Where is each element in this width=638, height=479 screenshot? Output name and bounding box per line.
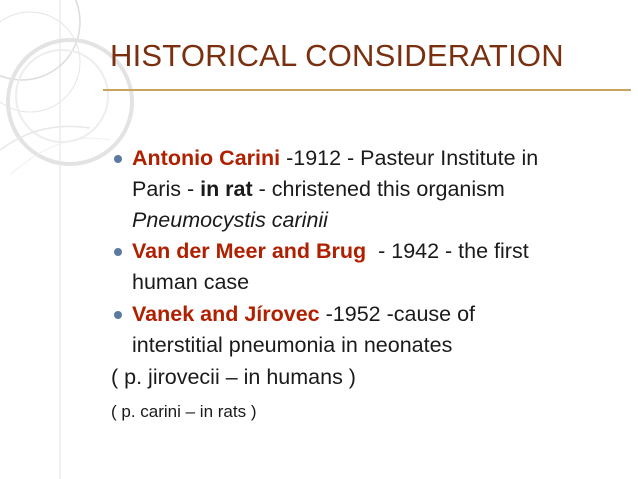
bullet-3-line-2: interstitial pneumonia in neonates: [132, 333, 453, 357]
bullet-text: -1952 -cause of: [319, 302, 476, 326]
title-divider: [103, 89, 631, 91]
bullet-1-line-2: [132, 179, 505, 201]
note-humans: ( p. jirovecii – in humans ): [111, 365, 356, 389]
bullet-dot: [114, 248, 122, 256]
bullet-2-line-2: human case: [132, 270, 250, 294]
bullet-text: -1912 - Pasteur Institute in: [280, 146, 539, 170]
bullet-dot: [114, 155, 122, 163]
person-name: Van der Meer and Brug: [132, 239, 367, 263]
bullet-3-line-1: [132, 304, 475, 326]
bold-text: in rat: [200, 177, 253, 201]
person-name: Vanek and Jírovec: [132, 302, 320, 326]
bullet-text: - christened this organism: [252, 177, 505, 201]
species-name: Pneumocystis carinii: [132, 208, 328, 232]
note-rats: ( p. carini – in rats ): [111, 402, 257, 421]
person-name: Antonio Carini: [132, 146, 281, 170]
bullet-1-line-1: [132, 148, 538, 170]
bullet-text: - 1942 - the first: [366, 239, 529, 263]
bullet-text: Paris -: [132, 177, 201, 201]
slide-title: HISTORICAL CONSIDERATION: [110, 38, 564, 73]
bullet-dot: [114, 311, 122, 319]
bullet-2-line-1: [132, 241, 529, 263]
